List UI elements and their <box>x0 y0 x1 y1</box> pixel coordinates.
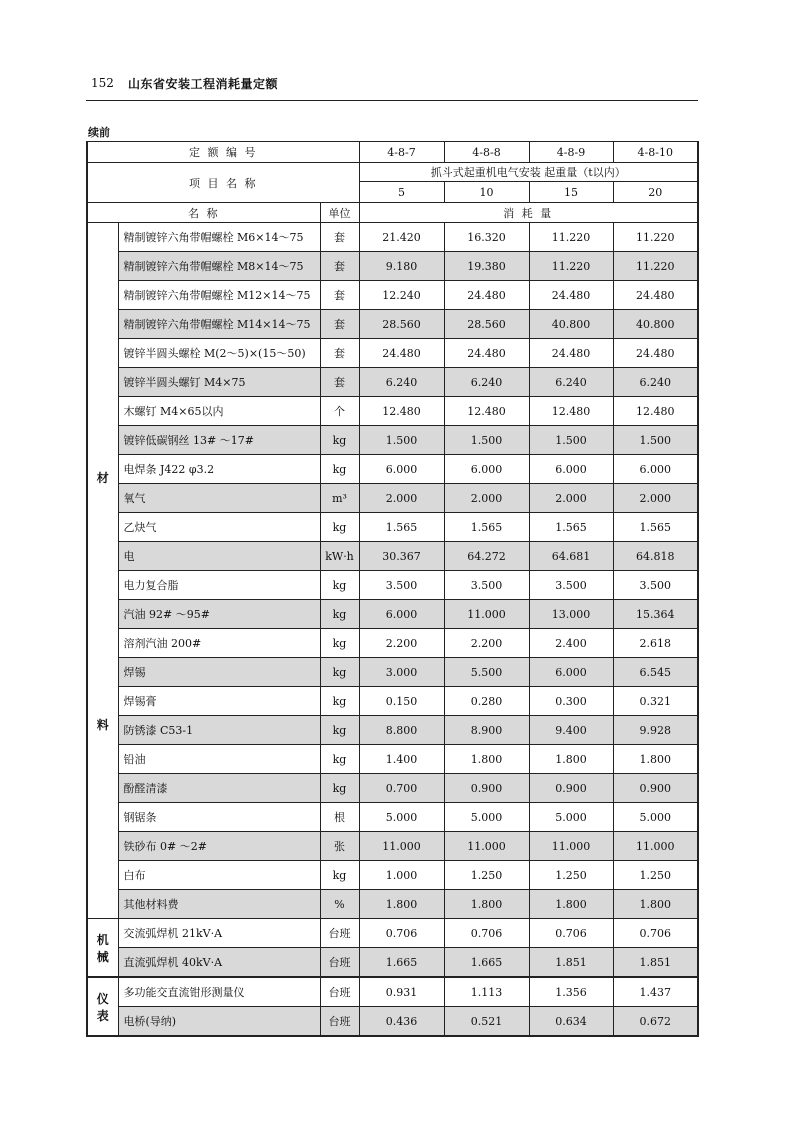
item-name: 木螺钉 M4×65以内 <box>118 397 320 426</box>
code-cell: 4-8-9 <box>529 142 613 163</box>
value-cell: 13.000 <box>529 600 613 629</box>
item-name: 镀锌半圆头螺钉 M4×75 <box>118 368 320 397</box>
table-row <box>87 455 698 484</box>
item-unit: kg <box>320 745 359 774</box>
book-title: 山东省安装工程消耗量定额 <box>128 77 279 91</box>
value-cell: 11.220 <box>613 223 698 252</box>
value-cell: 1.800 <box>613 745 698 774</box>
value-cell: 1.500 <box>529 426 613 455</box>
table-row <box>87 397 698 426</box>
value-cell: 1.565 <box>359 513 444 542</box>
value-cell: 1.565 <box>444 513 529 542</box>
item-unit: 根 <box>320 803 359 832</box>
table-row <box>87 687 698 716</box>
item-name: 电 <box>118 542 320 571</box>
value-cell: 1.000 <box>359 861 444 890</box>
value-cell: 3.000 <box>359 658 444 687</box>
value-cell: 6.240 <box>529 368 613 397</box>
table-row <box>87 426 698 455</box>
value-cell: 2.000 <box>529 484 613 513</box>
item-unit: 套 <box>320 368 359 397</box>
value-cell: 9.180 <box>359 252 444 281</box>
value-cell: 12.480 <box>529 397 613 426</box>
value-cell: 1.437 <box>613 977 698 1007</box>
value-cell: 1.400 <box>359 745 444 774</box>
item-unit: m³ <box>320 484 359 513</box>
value-cell: 1.800 <box>613 890 698 919</box>
value-cell: 6.000 <box>613 455 698 484</box>
item-unit: 套 <box>320 339 359 368</box>
table-row <box>87 658 698 687</box>
item-unit: 台班 <box>320 948 359 978</box>
item-name: 精制镀锌六角带帽螺栓 M14×14～75 <box>118 310 320 339</box>
table-row <box>87 542 698 571</box>
item-name-label: 项 目 名 称 <box>87 163 359 203</box>
value-cell: 6.000 <box>529 658 613 687</box>
value-cell: 0.706 <box>359 919 444 948</box>
value-cell: 5.000 <box>359 803 444 832</box>
unit-column-label: 单位 <box>320 203 359 223</box>
item-name: 酚醛清漆 <box>118 774 320 803</box>
table-row <box>87 890 698 919</box>
capacity-cell: 20 <box>613 182 698 203</box>
item-name: 溶剂汽油 200# <box>118 629 320 658</box>
item-unit: kg <box>320 687 359 716</box>
value-cell: 1.250 <box>444 861 529 890</box>
item-unit: kg <box>320 716 359 745</box>
table-row <box>87 484 698 513</box>
table-row <box>87 310 698 339</box>
value-cell: 64.818 <box>613 542 698 571</box>
table-row <box>87 513 698 542</box>
value-cell: 5.500 <box>444 658 529 687</box>
value-cell: 1.800 <box>359 890 444 919</box>
value-cell: 15.364 <box>613 600 698 629</box>
item-name: 精制镀锌六角带帽螺栓 M8×14～75 <box>118 252 320 281</box>
value-cell: 6.000 <box>529 455 613 484</box>
value-cell: 0.150 <box>359 687 444 716</box>
value-cell: 24.480 <box>529 339 613 368</box>
value-cell: 0.634 <box>529 1007 613 1037</box>
value-cell: 5.000 <box>444 803 529 832</box>
item-name: 镀锌低碳钢丝 13# ～17# <box>118 426 320 455</box>
category-materials <box>87 223 118 919</box>
value-cell: 6.240 <box>613 368 698 397</box>
table-row <box>87 252 698 281</box>
value-cell: 16.320 <box>444 223 529 252</box>
value-cell: 3.500 <box>444 571 529 600</box>
value-cell: 1.851 <box>529 948 613 978</box>
value-cell: 12.480 <box>444 397 529 426</box>
code-cell: 4-8-7 <box>359 142 444 163</box>
value-cell: 1.500 <box>613 426 698 455</box>
value-cell: 24.480 <box>613 339 698 368</box>
value-cell: 24.480 <box>613 281 698 310</box>
category-instruments <box>87 977 118 1036</box>
header-row-group <box>87 163 698 182</box>
value-cell: 64.681 <box>529 542 613 571</box>
item-unit: 台班 <box>320 919 359 948</box>
value-cell: 8.800 <box>359 716 444 745</box>
value-cell: 0.700 <box>359 774 444 803</box>
value-cell: 24.480 <box>444 281 529 310</box>
value-cell: 1.565 <box>529 513 613 542</box>
value-cell: 28.560 <box>359 310 444 339</box>
value-cell: 1.800 <box>529 890 613 919</box>
value-cell: 9.928 <box>613 716 698 745</box>
value-cell: 5.000 <box>613 803 698 832</box>
value-cell: 11.000 <box>613 832 698 861</box>
item-unit: kg <box>320 600 359 629</box>
value-cell: 12.480 <box>359 397 444 426</box>
item-name: 防锈漆 C53-1 <box>118 716 320 745</box>
quota-table <box>86 141 699 1037</box>
item-unit: 张 <box>320 832 359 861</box>
table-row <box>87 223 698 252</box>
item-unit: kg <box>320 571 359 600</box>
value-cell: 9.400 <box>529 716 613 745</box>
item-unit: kg <box>320 774 359 803</box>
item-name: 精制镀锌六角带帽螺栓 M12×14～75 <box>118 281 320 310</box>
value-cell: 6.000 <box>359 600 444 629</box>
category-char: 械 <box>96 949 109 964</box>
item-name: 铁砂布 0# ～2# <box>118 832 320 861</box>
value-cell: 6.545 <box>613 658 698 687</box>
value-cell: 0.706 <box>529 919 613 948</box>
value-cell: 30.367 <box>359 542 444 571</box>
capacity-cell: 5 <box>359 182 444 203</box>
value-cell: 1.356 <box>529 977 613 1007</box>
item-unit: kg <box>320 629 359 658</box>
continued-label: 续前 <box>88 126 110 139</box>
value-cell: 11.000 <box>529 832 613 861</box>
item-unit: 套 <box>320 223 359 252</box>
category-char: 仪 <box>96 991 109 1006</box>
item-unit: kW·h <box>320 542 359 571</box>
value-cell: 2.618 <box>613 629 698 658</box>
category-char: 料 <box>96 717 109 732</box>
item-name: 白布 <box>118 861 320 890</box>
table-row <box>87 948 698 978</box>
item-name: 钢锯条 <box>118 803 320 832</box>
quota-code-label: 定 额 编 号 <box>87 142 359 163</box>
item-unit: kg <box>320 861 359 890</box>
value-cell: 6.240 <box>359 368 444 397</box>
value-cell: 1.565 <box>613 513 698 542</box>
value-cell: 1.665 <box>359 948 444 978</box>
value-cell: 64.272 <box>444 542 529 571</box>
value-cell: 0.706 <box>613 919 698 948</box>
item-name: 氧气 <box>118 484 320 513</box>
item-name: 铅油 <box>118 745 320 774</box>
item-name: 乙炔气 <box>118 513 320 542</box>
table-row <box>87 716 698 745</box>
value-cell: 40.800 <box>613 310 698 339</box>
table-row <box>87 774 698 803</box>
table-row <box>87 281 698 310</box>
value-cell: 1.500 <box>359 426 444 455</box>
item-unit: 台班 <box>320 1007 359 1037</box>
item-name: 电桥(导纳) <box>118 1007 320 1037</box>
value-cell: 2.000 <box>359 484 444 513</box>
value-cell: 11.220 <box>613 252 698 281</box>
value-cell: 0.436 <box>359 1007 444 1037</box>
value-cell: 0.521 <box>444 1007 529 1037</box>
table-row <box>87 745 698 774</box>
value-cell: 1.800 <box>444 890 529 919</box>
value-cell: 5.000 <box>529 803 613 832</box>
item-unit: 套 <box>320 252 359 281</box>
item-name: 其他材料费 <box>118 890 320 919</box>
table-row <box>87 368 698 397</box>
value-cell: 6.000 <box>359 455 444 484</box>
item-unit: 个 <box>320 397 359 426</box>
header-row-columns <box>87 203 698 223</box>
code-cell: 4-8-10 <box>613 142 698 163</box>
item-name: 电力复合脂 <box>118 571 320 600</box>
value-cell: 12.240 <box>359 281 444 310</box>
table-row <box>87 629 698 658</box>
item-unit: 台班 <box>320 977 359 1007</box>
item-name: 交流弧焊机 21kV·A <box>118 919 320 948</box>
value-cell: 1.250 <box>529 861 613 890</box>
value-cell: 11.220 <box>529 252 613 281</box>
value-cell: 0.280 <box>444 687 529 716</box>
table-row <box>87 861 698 890</box>
category-char: 机 <box>96 932 109 947</box>
item-name: 镀锌半圆头螺栓 M(2～5)×(15～50) <box>118 339 320 368</box>
value-cell: 0.300 <box>529 687 613 716</box>
item-name: 焊锡 <box>118 658 320 687</box>
value-cell: 0.900 <box>444 774 529 803</box>
value-cell: 0.900 <box>613 774 698 803</box>
value-cell: 19.380 <box>444 252 529 281</box>
value-cell: 2.400 <box>529 629 613 658</box>
value-cell: 2.200 <box>444 629 529 658</box>
value-cell: 11.000 <box>444 600 529 629</box>
value-cell: 11.220 <box>529 223 613 252</box>
value-cell: 2.200 <box>359 629 444 658</box>
value-cell: 1.800 <box>529 745 613 774</box>
table-row <box>87 339 698 368</box>
table-row <box>87 919 698 948</box>
value-cell: 12.480 <box>613 397 698 426</box>
table-row <box>87 977 698 1007</box>
header-rule <box>86 100 698 101</box>
value-cell: 0.321 <box>613 687 698 716</box>
item-name: 直流弧焊机 40kV·A <box>118 948 320 978</box>
item-name: 精制镀锌六角带帽螺栓 M6×14～75 <box>118 223 320 252</box>
capacity-cell: 10 <box>444 182 529 203</box>
item-name: 焊锡膏 <box>118 687 320 716</box>
table-row <box>87 600 698 629</box>
capacity-cell: 15 <box>529 182 613 203</box>
value-cell: 24.480 <box>444 339 529 368</box>
value-cell: 21.420 <box>359 223 444 252</box>
item-unit: % <box>320 890 359 919</box>
name-column-label: 名 称 <box>87 203 320 223</box>
page-number: 152 <box>91 76 114 90</box>
table-row <box>87 571 698 600</box>
code-cell: 4-8-8 <box>444 142 529 163</box>
item-unit: 套 <box>320 281 359 310</box>
table-row <box>87 1007 698 1037</box>
item-name: 汽油 92# ～95# <box>118 600 320 629</box>
value-cell: 1.851 <box>613 948 698 978</box>
value-cell: 0.900 <box>529 774 613 803</box>
item-unit: 套 <box>320 310 359 339</box>
value-cell: 8.900 <box>444 716 529 745</box>
value-cell: 6.240 <box>444 368 529 397</box>
value-cell: 2.000 <box>444 484 529 513</box>
value-cell: 0.706 <box>444 919 529 948</box>
value-cell: 6.000 <box>444 455 529 484</box>
value-cell: 0.931 <box>359 977 444 1007</box>
item-unit: kg <box>320 455 359 484</box>
item-name: 多功能交直流钳形测量仪 <box>118 977 320 1007</box>
item-unit: kg <box>320 426 359 455</box>
value-cell: 3.500 <box>613 571 698 600</box>
item-unit: kg <box>320 513 359 542</box>
category-char: 表 <box>96 1008 109 1023</box>
value-cell: 1.800 <box>444 745 529 774</box>
value-cell: 24.480 <box>529 281 613 310</box>
group-title: 抓斗式起重机电气安装 起重量（t以内） <box>359 163 698 182</box>
value-cell: 11.000 <box>359 832 444 861</box>
value-cell: 40.800 <box>529 310 613 339</box>
value-cell: 11.000 <box>444 832 529 861</box>
value-cell: 28.560 <box>444 310 529 339</box>
value-cell: 2.000 <box>613 484 698 513</box>
value-cell: 24.480 <box>359 339 444 368</box>
item-name: 电焊条 J422 φ3.2 <box>118 455 320 484</box>
value-cell: 1.665 <box>444 948 529 978</box>
consumption-label: 消 耗 量 <box>359 203 698 223</box>
category-machinery <box>87 919 118 978</box>
table-row <box>87 832 698 861</box>
header-row-codes <box>87 142 698 163</box>
value-cell: 3.500 <box>529 571 613 600</box>
value-cell: 0.672 <box>613 1007 698 1037</box>
table-row <box>87 803 698 832</box>
category-char: 材 <box>96 470 109 485</box>
item-unit: kg <box>320 658 359 687</box>
value-cell: 1.113 <box>444 977 529 1007</box>
value-cell: 1.250 <box>613 861 698 890</box>
value-cell: 3.500 <box>359 571 444 600</box>
value-cell: 1.500 <box>444 426 529 455</box>
